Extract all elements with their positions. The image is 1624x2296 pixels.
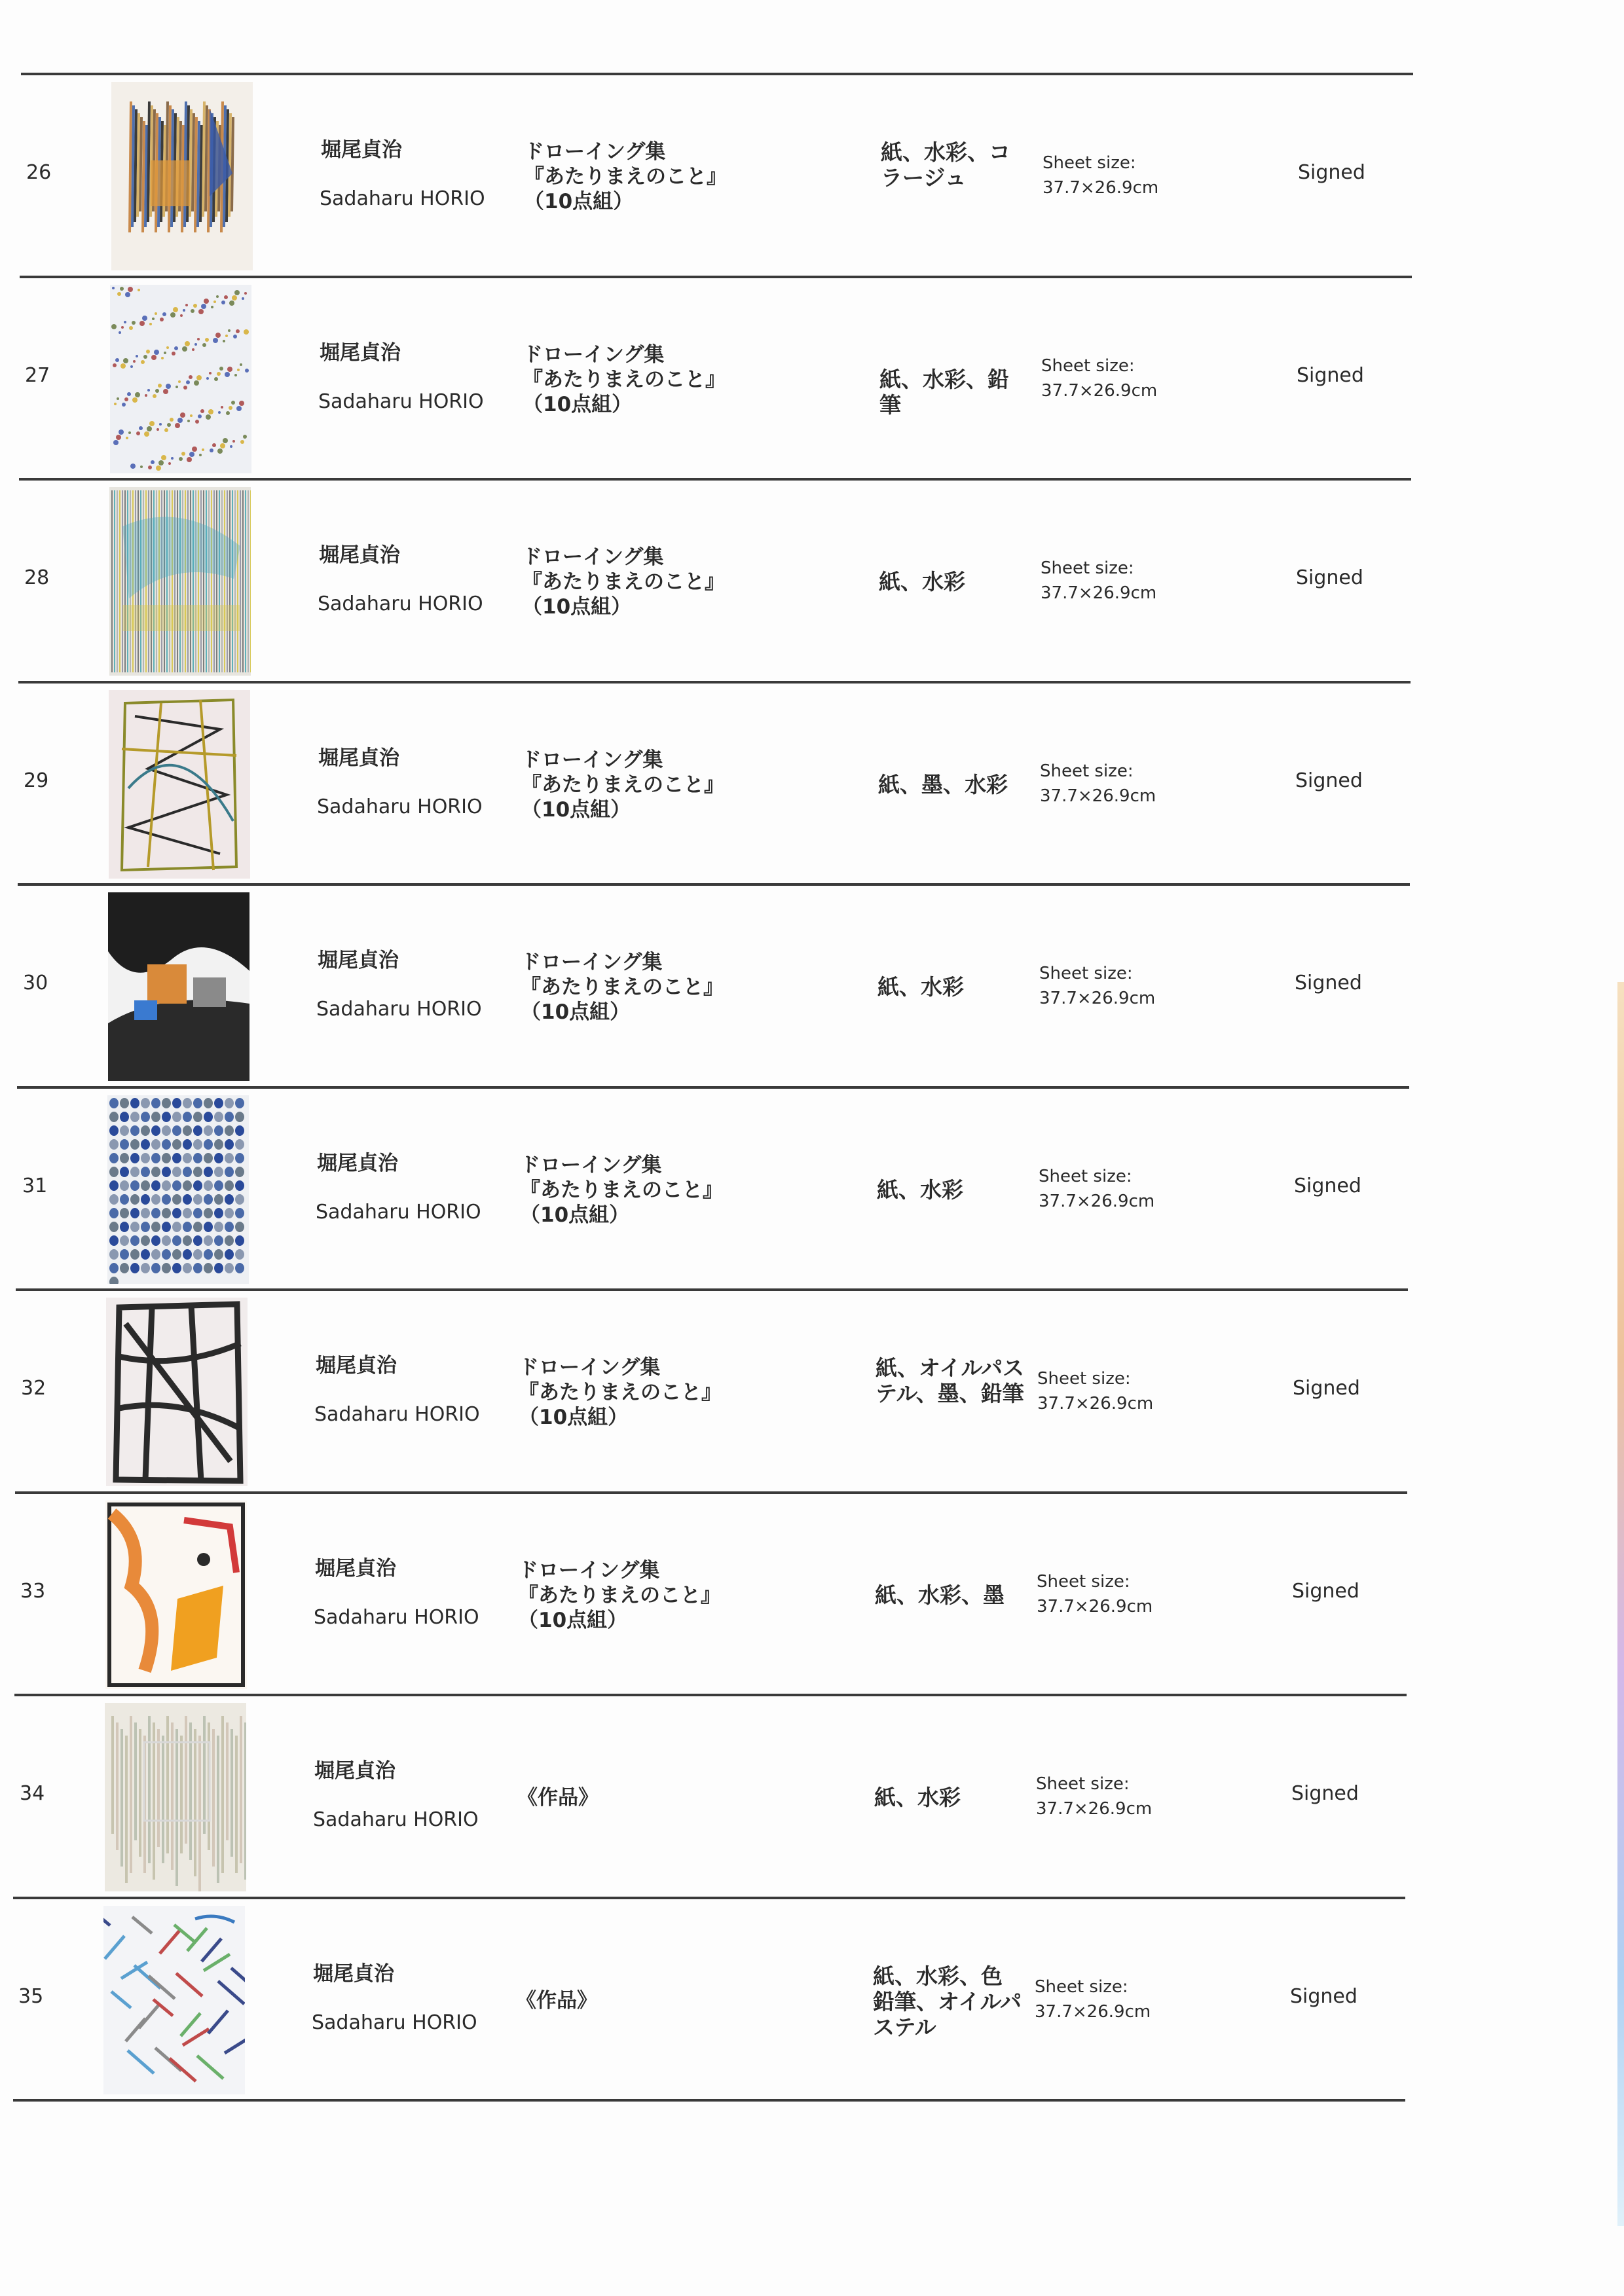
artwork-title-line: ドローイング集: [521, 951, 663, 974]
artist-name-en: Sadaharu HORIO: [312, 2011, 477, 2034]
artwork-title-line: 『あたりまえのこと』: [518, 1583, 721, 1607]
medium: 紙、墨、水彩: [878, 771, 1008, 797]
lot-number: 29: [24, 769, 49, 792]
signature-status: Signed: [1295, 972, 1362, 994]
artist-name-en: Sadaharu HORIO: [314, 1403, 480, 1426]
catalog-entry-row: [0, 1899, 1441, 2100]
artwork-title-line: 『あたりまえのこと』: [521, 773, 724, 797]
row-divider: [19, 478, 1411, 481]
artwork-title-line: 『あたりまえのこと』: [523, 367, 726, 392]
sheet-size-label: Sheet size:: [1036, 1774, 1130, 1794]
artwork-thumbnail: [105, 1501, 247, 1689]
artist-name-en: Sadaharu HORIO: [318, 592, 483, 615]
sheet-size-label: Sheet size:: [1041, 558, 1134, 578]
artist-name-en: Sadaharu HORIO: [320, 187, 485, 210]
artist-name-ja: 堀尾貞治: [318, 949, 399, 972]
artwork-title-line: 『あたりまえのこと』: [522, 570, 725, 594]
row-divider: [17, 1086, 1409, 1089]
artwork-title-line: 『あたりまえのこと』: [521, 975, 724, 999]
artist-name-ja: 堀尾貞治: [321, 138, 402, 162]
artwork-title: [520, 1153, 723, 1228]
artwork-thumbnail: [103, 1906, 245, 2094]
sheet-size-label: Sheet size:: [1035, 1977, 1128, 1997]
artwork-title-line: ドローイング集: [521, 748, 663, 772]
medium: 紙、水彩、コラージュ: [881, 139, 1010, 191]
sheet-size: [1041, 556, 1156, 606]
lot-number: 34: [20, 1782, 45, 1805]
artist-name-ja: 堀尾貞治: [316, 1354, 397, 1377]
sheet-size-value: 37.7×26.9cm: [1041, 583, 1157, 603]
catalog-entry-row: [0, 75, 1441, 276]
sheet-size: [1036, 1772, 1152, 1821]
artist-name-en: Sadaharu HORIO: [313, 1808, 479, 1831]
sheet-size: [1037, 1366, 1153, 1416]
artwork-title: [521, 748, 724, 822]
sheet-size-value: 37.7×26.9cm: [1037, 1596, 1153, 1616]
artwork-thumbnail: [110, 285, 251, 473]
lot-number: 33: [20, 1579, 46, 1603]
artwork-title: [518, 1558, 721, 1633]
artist-name-en: Sadaharu HORIO: [316, 998, 482, 1021]
lot-number: 31: [22, 1174, 48, 1197]
medium: 紙、水彩: [874, 1785, 961, 1810]
artwork-title-line: ドローイング集: [520, 1153, 662, 1177]
artwork-title: [517, 1760, 714, 1810]
artwork-thumbnail: [105, 1703, 246, 1891]
artwork-title-line: 《作品》: [516, 1988, 597, 2013]
medium: 紙、水彩、墨: [875, 1582, 1005, 1608]
row-divider: [21, 73, 1413, 75]
sheet-size-label: Sheet size:: [1040, 761, 1134, 781]
artwork-title: [516, 1963, 712, 2013]
artwork-title-line: 『あたりまえのこと』: [519, 1381, 722, 1404]
medium: 紙、オイルパステル、墨、鉛筆: [876, 1355, 1025, 1406]
artwork-title: [521, 950, 724, 1025]
artwork-title-line: （10点組）: [519, 1406, 629, 1429]
row-divider: [13, 2099, 1405, 2102]
sheet-size-label: Sheet size:: [1041, 355, 1135, 376]
sheet-size-label: Sheet size:: [1043, 153, 1136, 173]
artist-name-ja: 堀尾貞治: [315, 1556, 396, 1580]
signature-status: Signed: [1291, 1782, 1359, 1805]
catalog-entry-row: [0, 886, 1441, 1086]
sheet-size-value: 37.7×26.9cm: [1037, 1394, 1154, 1413]
row-divider: [16, 1288, 1408, 1291]
artwork-title-line: ドローイング集: [522, 545, 664, 569]
signature-status: Signed: [1292, 1579, 1359, 1603]
medium: 紙、水彩、鉛筆: [879, 366, 1009, 418]
sheet-size: [1040, 759, 1156, 809]
sheet-size-label: Sheet size:: [1037, 1571, 1130, 1592]
artwork-title-line: 《作品》: [517, 1786, 599, 1810]
sheet-size: [1039, 961, 1155, 1011]
artwork-title-line: ドローイング集: [524, 140, 666, 164]
signature-status: Signed: [1297, 363, 1364, 387]
artwork-title-line: ドローイング集: [518, 1558, 660, 1582]
artwork-title-line: （10点組）: [523, 392, 633, 416]
lot-number: 28: [24, 566, 50, 589]
artwork-title-line: （10点組）: [521, 1000, 631, 1024]
artwork-title-line: ドローイング集: [519, 1356, 661, 1379]
signature-status: Signed: [1298, 161, 1365, 184]
sheet-size: [1041, 354, 1157, 403]
sheet-size-label: Sheet size:: [1039, 1166, 1132, 1186]
sheet-size: [1043, 151, 1158, 200]
artist-name-ja: 堀尾貞治: [317, 1151, 398, 1175]
sheet-size-label: Sheet size:: [1037, 1369, 1131, 1389]
artwork-title-line: （10点組）: [518, 1608, 628, 1632]
sheet-size-value: 37.7×26.9cm: [1041, 380, 1158, 401]
artwork-thumbnail: [111, 82, 253, 270]
artist-name-ja: 堀尾貞治: [314, 1759, 396, 1783]
sheet-size-value: 37.7×26.9cm: [1036, 1799, 1153, 1819]
artwork-title-line: （10点組）: [522, 595, 632, 619]
lot-number: 35: [18, 1984, 44, 2008]
artwork-title: [523, 342, 726, 417]
artwork-title-line: （10点組）: [521, 797, 631, 822]
row-divider: [13, 1897, 1405, 1899]
sheet-size-label: Sheet size:: [1039, 964, 1133, 983]
artist-name-en: Sadaharu HORIO: [314, 1605, 479, 1629]
medium: 紙、水彩: [879, 569, 965, 594]
artist-name-ja: 堀尾貞治: [319, 543, 400, 567]
lot-number: 30: [23, 972, 48, 994]
artist-name-en: Sadaharu HORIO: [316, 1200, 481, 1224]
sheet-size-value: 37.7×26.9cm: [1039, 989, 1156, 1008]
artist-name-en: Sadaharu HORIO: [317, 795, 483, 818]
sheet-size-value: 37.7×26.9cm: [1040, 786, 1156, 806]
lot-number: 27: [25, 363, 50, 387]
artwork-thumbnail: [109, 690, 250, 879]
sheet-size-value: 37.7×26.9cm: [1035, 2001, 1151, 2022]
signature-status: Signed: [1290, 1984, 1357, 2008]
sheet-size: [1037, 1569, 1153, 1619]
artwork-title-line: （10点組）: [520, 1203, 630, 1227]
signature-status: Signed: [1294, 1174, 1361, 1197]
row-divider: [20, 276, 1412, 278]
medium: 紙、水彩、色鉛筆、オイルパステル: [873, 1963, 1022, 2040]
catalog-entry-row: [0, 1494, 1441, 1694]
signature-status: Signed: [1295, 769, 1363, 792]
row-divider: [18, 883, 1410, 886]
sheet-size-value: 37.7×26.9cm: [1043, 178, 1159, 198]
artwork-title: [524, 139, 727, 214]
artist-name-ja: 堀尾貞治: [320, 340, 401, 365]
medium: 紙、水彩: [877, 1176, 963, 1203]
lot-number: 32: [21, 1377, 46, 1400]
catalog-entry-row: [0, 481, 1441, 681]
artwork-thumbnail: [107, 1095, 249, 1284]
artwork-title-line: 『あたりまえのこと』: [524, 165, 727, 189]
sheet-size: [1039, 1164, 1154, 1214]
artwork-title-line: （10点組）: [524, 190, 634, 213]
sheet-size: [1035, 1975, 1151, 2024]
artist-name-ja: 堀尾貞治: [318, 746, 399, 770]
signature-status: Signed: [1293, 1377, 1360, 1400]
row-divider: [15, 1491, 1407, 1494]
artwork-title-line: ドローイング集: [523, 342, 665, 367]
row-divider: [14, 1694, 1407, 1696]
artist-name-en: Sadaharu HORIO: [318, 390, 484, 413]
catalog-entry-row: [0, 278, 1441, 479]
catalog-entry-row: [0, 1696, 1441, 1897]
artwork-thumbnail: [106, 1298, 248, 1486]
scan-edge-color-strip: [1617, 982, 1624, 2226]
artwork-thumbnail: [108, 892, 249, 1081]
sheet-size-value: 37.7×26.9cm: [1039, 1191, 1155, 1211]
row-divider: [18, 681, 1411, 683]
artwork-thumbnail: [109, 487, 251, 676]
signature-status: Signed: [1296, 566, 1363, 589]
catalog-entry-row: [0, 683, 1441, 884]
medium: 紙、水彩: [877, 974, 964, 1000]
artist-name-ja: 堀尾貞治: [313, 1961, 394, 1986]
artwork-title-line: 『あたりまえのこと』: [520, 1178, 723, 1202]
artwork-title: [522, 545, 725, 619]
catalog-entry-row: [0, 1291, 1441, 1491]
catalog-entry-row: [0, 1089, 1441, 1289]
artwork-title: [519, 1355, 722, 1430]
lot-number: 26: [26, 161, 52, 184]
